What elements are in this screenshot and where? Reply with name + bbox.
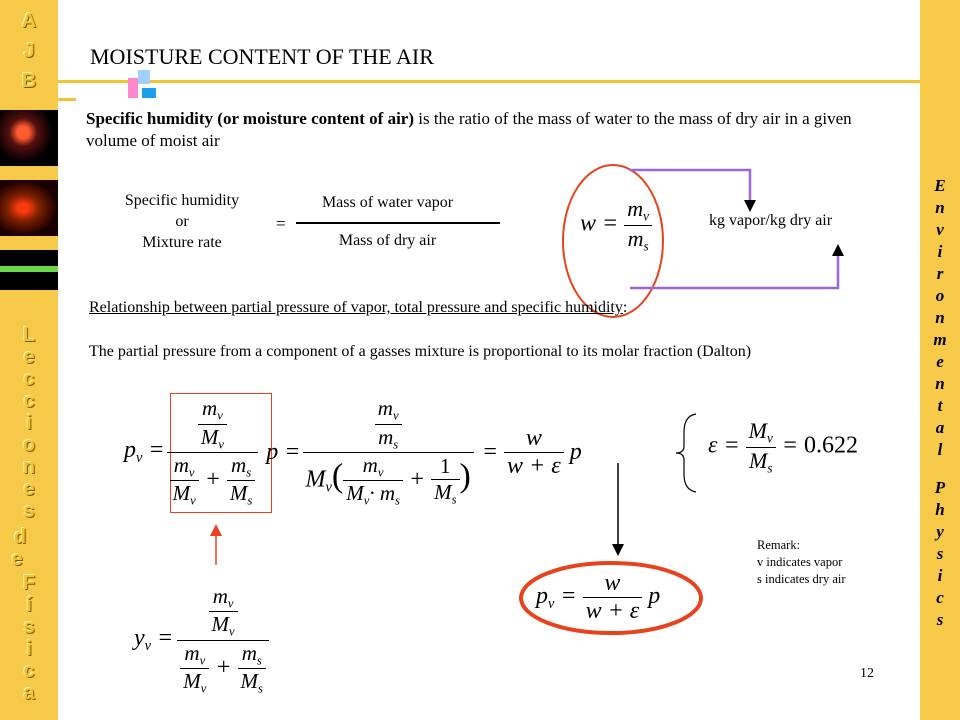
sidebar-letter: c bbox=[936, 588, 944, 607]
sidebar-letter: F bbox=[22, 572, 36, 594]
sidebar-letter: d bbox=[13, 526, 27, 548]
arrow-down-head bbox=[612, 544, 624, 556]
sidebar-letter: a bbox=[935, 418, 945, 437]
remark-title: Remark: bbox=[757, 538, 801, 552]
sidebar-letter: l bbox=[937, 440, 943, 459]
definition-denominator: Mass of dry air bbox=[338, 232, 437, 249]
remark-line: v indicates vapor bbox=[757, 555, 843, 569]
sidebar-thumbnail-glow bbox=[0, 180, 58, 236]
definition-label-line: or bbox=[175, 213, 189, 230]
sidebar-letter: n bbox=[935, 308, 945, 327]
connector-arrows bbox=[200, 380, 640, 580]
sidebar-letter: i bbox=[26, 638, 32, 660]
definition-numerator: Mass of water vapor bbox=[321, 194, 454, 211]
page-title: MOISTURE CONTENT OF THE AIR bbox=[90, 44, 434, 69]
sidebar-letter: s bbox=[936, 610, 944, 629]
remark-box bbox=[757, 537, 846, 588]
definition-label-line: Mixture rate bbox=[142, 234, 222, 251]
sidebar-letter: n bbox=[935, 198, 945, 217]
sidebar-letter: v bbox=[936, 220, 944, 239]
page-number: 12 bbox=[860, 666, 874, 681]
epsilon-equation: ε = $\frac{M_v}{M_s}$ = 0.622 bbox=[708, 418, 859, 476]
sidebar-letter: c bbox=[23, 390, 35, 412]
sidebar-letter: e bbox=[936, 352, 944, 371]
sidebar-letter: y bbox=[936, 522, 944, 541]
definition-equals: = bbox=[276, 214, 286, 233]
sidebar-letter: o bbox=[935, 286, 945, 305]
arrow-head-up bbox=[832, 244, 844, 256]
sidebar-letter: r bbox=[936, 264, 944, 283]
sidebar-letter: L bbox=[22, 324, 36, 346]
sidebar-letter: o bbox=[22, 434, 36, 456]
sidebar-letter: i bbox=[26, 412, 32, 434]
arrow-up-head bbox=[210, 524, 222, 536]
sidebar-letter: m bbox=[933, 330, 947, 349]
decoration-square-pink bbox=[128, 78, 138, 98]
relationship-heading bbox=[89, 297, 627, 319]
units-label: kg vapor/kg dry air bbox=[709, 212, 833, 229]
brace-graphic bbox=[672, 412, 702, 494]
title-divider bbox=[58, 80, 920, 83]
sidebar-letter: n bbox=[22, 456, 36, 478]
sidebar-letter: P bbox=[934, 478, 946, 497]
remark-line: s indicates dry air bbox=[757, 572, 846, 586]
epsilon-value: 0.622 bbox=[804, 432, 859, 459]
definition-fraction-bar bbox=[296, 222, 500, 224]
sidebar-letter: e bbox=[11, 548, 23, 570]
sidebar-letter: h bbox=[935, 500, 945, 519]
decoration-square-cyan bbox=[142, 88, 156, 98]
definition-label bbox=[92, 190, 272, 253]
partial-pressure-equation: $p_v$ = $\frac{m_v}{M_v}$ $\frac{m_v}{M_v}$ + $\frac{m_s}{M_s}$ p = $\frac{m_v}{m_s}$ $M_v$( $\frac{m_v}{M_v\cdot m_s}$ + $\frac{1}{M_s}$ ) = $\frac{w}{w + \varepsilon}$ p bbox=[124, 396, 582, 508]
molar-fraction-equation: $y_v$ = $\frac{m_v}{M_v}$ $\frac{m_v}{M_v}$ + $\frac{m_s}{M_s}$ bbox=[134, 580, 269, 700]
relationship-heading-text: Relationship between partial pressure of vapor, total pressure and specific humidity bbox=[89, 299, 623, 316]
sidebar-letter: A bbox=[21, 10, 37, 32]
decoration-square-blue bbox=[138, 70, 150, 84]
sidebar-letter: E bbox=[934, 176, 946, 195]
sidebar-letter: s bbox=[936, 544, 944, 563]
sidebar-letter: í bbox=[26, 594, 32, 616]
sidebar-letter: e bbox=[23, 478, 35, 500]
intro-text: is the ratio of the mass of water to the mass of dry air in a given volume of moist air bbox=[86, 109, 852, 150]
sidebar-letter: a bbox=[23, 682, 35, 704]
sidebar-letter: c bbox=[23, 660, 35, 682]
relationship-colon: : bbox=[622, 299, 628, 316]
sidebar-letter: e bbox=[23, 346, 35, 368]
arrow-head-down bbox=[744, 200, 756, 212]
dalton-paragraph: The partial pressure from a component of a gasses mixture is proportional to its molar fraction (Dalton) bbox=[89, 343, 752, 360]
sidebar-letter: J bbox=[23, 40, 35, 62]
sidebar-letter: i bbox=[937, 242, 943, 261]
result-equation: $p_v$ = $\frac{w}{w + \varepsilon}$ p bbox=[536, 570, 661, 624]
sidebar-letter: n bbox=[935, 374, 945, 393]
sidebar-letter: c bbox=[23, 368, 35, 390]
sidebar-letter: i bbox=[937, 566, 943, 585]
sidebar-letter: B bbox=[21, 70, 37, 92]
sidebar-thumbnail-laser bbox=[0, 110, 58, 166]
intro-bold: Specific humidity (or moisture content of air) bbox=[86, 109, 414, 128]
sidebar-letter: s bbox=[23, 616, 35, 638]
sidebar-letter: s bbox=[23, 500, 35, 522]
intro-paragraph bbox=[86, 108, 886, 152]
w-formula: w = $\frac{m_v}{m_s}$ bbox=[580, 196, 652, 254]
title-divider-accent bbox=[58, 98, 76, 101]
sidebar-thumbnail-spectrum bbox=[0, 250, 58, 290]
sidebar-letter: t bbox=[937, 396, 943, 415]
definition-label-line: Specific humidity bbox=[124, 192, 240, 209]
